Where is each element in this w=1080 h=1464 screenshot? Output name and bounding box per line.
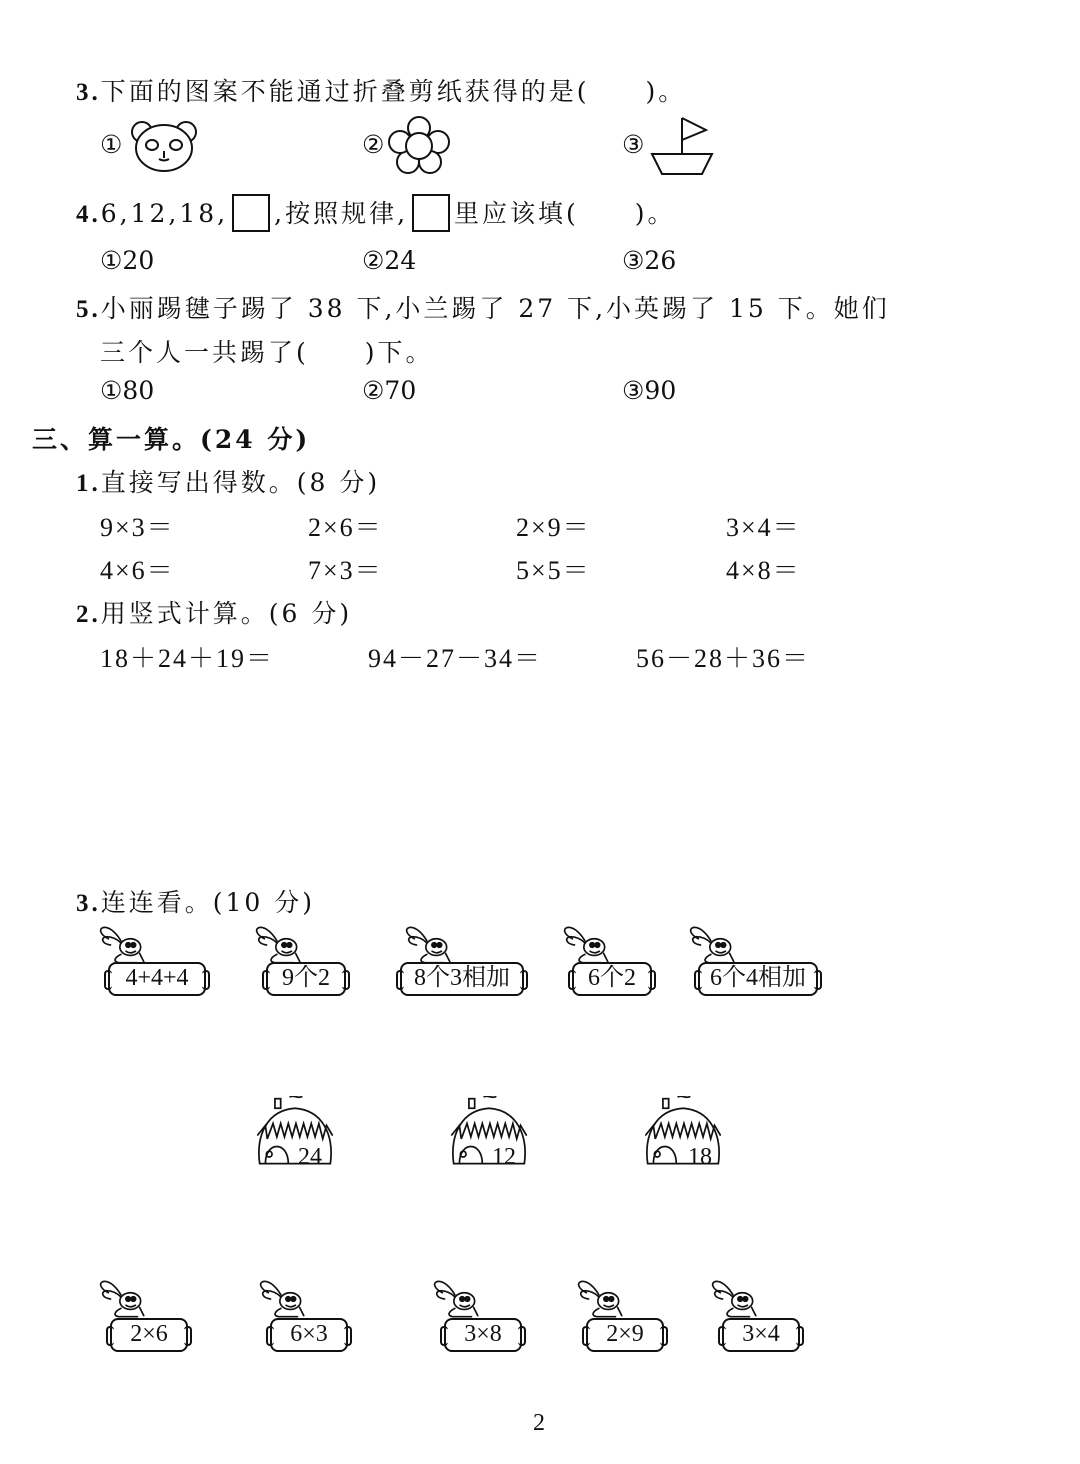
question-number: 3. <box>76 79 101 106</box>
question-3 <box>76 72 686 108</box>
question-text: 下面的图案不能通过折叠剪纸获得的是( )。 <box>100 77 687 106</box>
option-3: ③90 <box>622 376 677 405</box>
question-5 <box>76 289 890 325</box>
match-card: 3×8 <box>444 1318 522 1352</box>
match-card: 6个4相加 <box>698 962 818 996</box>
panda-face-figure <box>128 118 200 174</box>
option-1: ①20 <box>100 246 155 275</box>
vertical-calc-item: 56－28＋36＝ <box>636 644 811 673</box>
option-1-label: ① <box>100 130 123 159</box>
rabbit-icon <box>710 1278 762 1320</box>
rabbit-icon <box>98 1278 150 1320</box>
question-4: 4.6,12,18, ,按照规律, 里应该填( )。 <box>76 194 676 232</box>
rabbit-icon <box>688 924 740 966</box>
match-card: 4+4+4 <box>108 962 206 996</box>
calc-item: 7×3＝ <box>308 556 383 585</box>
part-3-title: 3.连连看。(10 分) <box>76 888 316 917</box>
calc-item: 4×6＝ <box>100 556 175 585</box>
match-card: 9个2 <box>266 962 346 996</box>
option-2: ②24 <box>362 246 417 275</box>
question-text-line2: 三个人一共踢了( )下。 <box>100 338 434 367</box>
match-card: 6个2 <box>572 962 652 996</box>
calc-item: 2×6＝ <box>308 513 383 542</box>
option-3-label: ③ <box>622 130 645 159</box>
match-card: 8个3相加 <box>400 962 524 996</box>
house-icon <box>640 1096 726 1174</box>
rabbit-icon <box>98 924 150 966</box>
rabbit-icon <box>254 924 306 966</box>
match-card: 2×6 <box>110 1318 188 1352</box>
rabbit-icon <box>258 1278 310 1320</box>
match-card: 6×3 <box>270 1318 348 1352</box>
part-1-title: 1.直接写出得数。(8 分) <box>76 468 381 497</box>
calc-item: 5×5＝ <box>516 556 591 585</box>
house-number: 24 <box>298 1144 322 1170</box>
question-text-line1: 小丽踢毽子踢了 38 下,小兰踢了 27 下,小英踢了 15 下。她们 <box>100 294 890 323</box>
calc-item: 4×8＝ <box>726 556 801 585</box>
part-2-title: 2.用竖式计算。(6 分) <box>76 599 353 628</box>
vertical-calc-item: 18＋24＋19＝ <box>100 644 275 673</box>
house-icon <box>446 1096 532 1174</box>
rabbit-icon <box>404 924 456 966</box>
house-number: 18 <box>688 1144 712 1170</box>
match-card: 3×4 <box>722 1318 800 1352</box>
blank-box <box>412 194 450 232</box>
flower-figure <box>388 116 450 174</box>
calc-item: 9×3＝ <box>100 513 175 542</box>
page-number: 2 <box>533 1410 545 1436</box>
match-card: 2×9 <box>586 1318 664 1352</box>
calc-item: 3×4＝ <box>726 513 801 542</box>
house-icon <box>252 1096 338 1174</box>
calc-item: 2×9＝ <box>516 513 591 542</box>
house-number: 12 <box>492 1144 516 1170</box>
option-3: ③26 <box>622 246 677 275</box>
blank-box <box>232 194 270 232</box>
rabbit-icon <box>432 1278 484 1320</box>
question-number: 4. <box>76 201 101 228</box>
option-1: ①80 <box>100 376 155 405</box>
boat-figure <box>648 112 718 178</box>
option-2-label: ② <box>362 130 385 159</box>
rabbit-icon <box>576 1278 628 1320</box>
option-2: ②70 <box>362 376 417 405</box>
rabbit-icon <box>562 924 614 966</box>
section-title: 三、算一算。(24 分) <box>32 425 311 454</box>
vertical-calc-item: 94－27－34＝ <box>368 644 543 673</box>
question-number: 5. <box>76 296 101 323</box>
